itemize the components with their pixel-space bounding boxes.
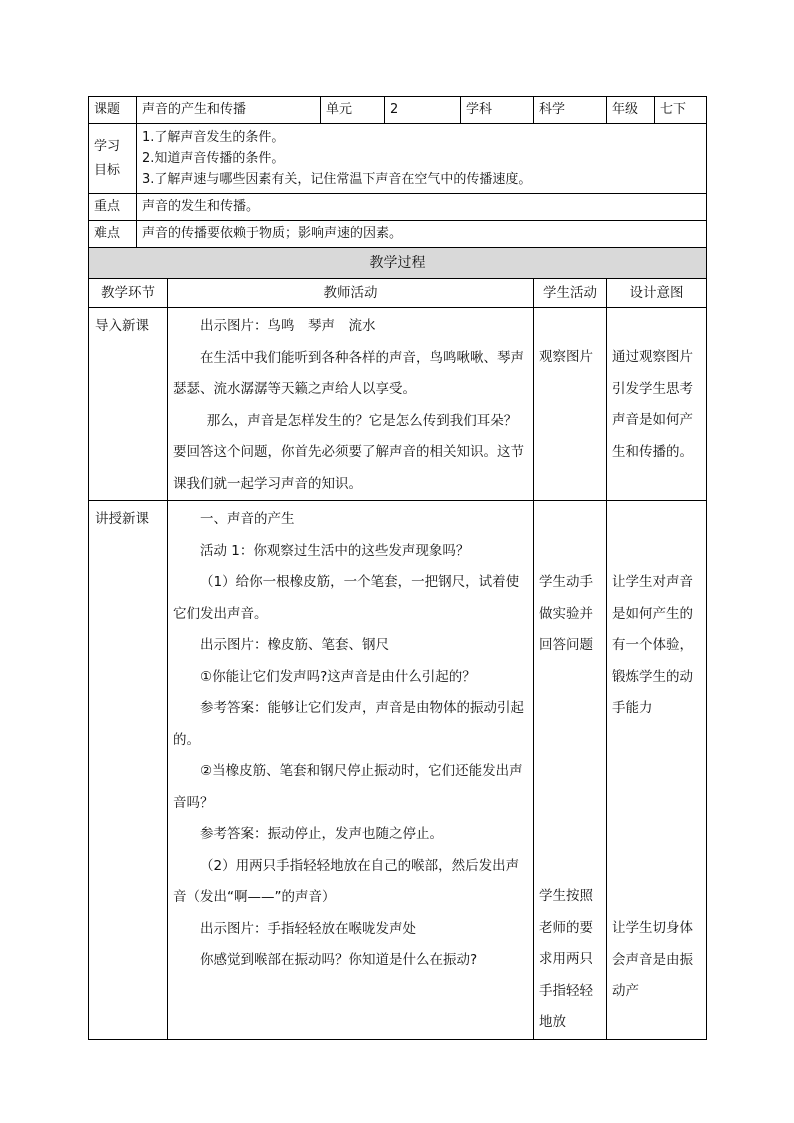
header-row (89, 97, 707, 124)
intro-teacher-activity (168, 308, 534, 501)
goals-label-line2: 目标 (94, 162, 121, 178)
goals-label-line1: 学习 (94, 138, 121, 154)
intro-student-activity: 观察图片 (534, 308, 607, 501)
col-head-teacher: 教师活动 (168, 279, 534, 308)
lesson-plan-table (88, 96, 707, 1040)
subject-value: 科学 (534, 97, 607, 124)
key-point-value: 声音的发生和传播。 (137, 194, 707, 221)
col-head-section: 教学环节 (89, 279, 168, 308)
lecture-teacher-paragraph: 一、声音的产生 (200, 511, 295, 527)
goal-item: 3.了解声速与哪些因素有关，记住常温下声音在空气中的传播速度。 (142, 172, 532, 187)
process-title: 教学过程 (89, 248, 707, 279)
lecture-student-activity: 学生动手做实验并回答问题 学生按照老师的要求用两只手指轻轻地放 (534, 501, 607, 1040)
topic-value: 声音的产生和传播 (137, 97, 321, 124)
lecture-section: 讲授新课 (89, 501, 168, 1040)
lecture-teacher-paragraph: ②当橡皮筋、笔套和钢尺停止振动时，它们还能发出声音吗？ (173, 763, 523, 811)
goals-list (137, 124, 707, 194)
key-point-label: 重点 (89, 194, 137, 221)
lecture-teacher-paragraph: 参考答案：能够让它们发声，声音是由物体的振动引起的。 (173, 700, 524, 748)
intro-teacher-paragraph: 在生活中我们能听到各种各样的声音，鸟鸣啾啾、琴声瑟瑟、流水潺潺等天籁之声给人以享受。 (173, 349, 524, 397)
lecture-teacher-paragraph: （1）给你一根橡皮筋，一个笔套，一把钢尺，试着使它们发出声音。 (173, 574, 520, 622)
goal-item: 1.了解声音发生的条件。 (142, 130, 285, 145)
subject-label: 学科 (461, 97, 534, 124)
process-column-headers (89, 279, 707, 308)
col-head-student: 学生活动 (534, 279, 607, 308)
unit-value: 2 (385, 97, 461, 124)
difficulty-label: 难点 (89, 221, 137, 248)
lecture-teacher-activity (168, 501, 534, 1040)
topic-label: 课题 (89, 97, 137, 124)
key-point-row (89, 194, 707, 221)
difficulty-row (89, 221, 707, 248)
intro-teacher-paragraph: 那么，声音是怎样发生的？它是怎么传到我们耳朵？要回答这个问题，你首先必须要了解声音的相关知识。这节课我们就一起学习声音的知识。 (173, 412, 524, 492)
intro-row (89, 308, 707, 501)
lecture-teacher-paragraph: 你感觉到喉部在振动吗？你知道是什么在振动? (200, 952, 478, 968)
goals-label (89, 124, 137, 194)
lecture-teacher-paragraph: ①你能让它们发声吗?这声音是由什么引起的？ (200, 668, 476, 685)
col-head-intent: 设计意图 (607, 279, 707, 308)
intro-teacher-paragraph: 出示图片：鸟鸣 琴声 流水 (200, 318, 376, 334)
process-band-row (89, 248, 707, 279)
lecture-design-intent: 让学生对声音是如何产生的有一个体验，锻炼学生的动手能力 让学生切身体会声音是由振动产 (607, 501, 707, 1040)
lecture-teacher-paragraph: 出示图片：手指轻轻放在喉咙发声处 (200, 920, 416, 937)
intro-design-intent: 通过观察图片引发学生思考声音是如何产生和传播的。 (607, 308, 707, 501)
grade-value: 七下 (655, 97, 707, 124)
goals-row (89, 124, 707, 194)
lecture-teacher-paragraph: 活动 1：你观察过生活中的这些发声现象吗？ (200, 542, 470, 559)
difficulty-value: 声音的传播要依赖于物质；影响声速的因素。 (137, 221, 707, 248)
intro-section: 导入新课 (89, 308, 168, 501)
unit-label: 单元 (321, 97, 385, 124)
goal-item: 2.知道声音传播的条件。 (142, 151, 285, 166)
lecture-row (89, 501, 707, 1040)
lesson-plan-table-wrapper (88, 96, 706, 1040)
lecture-teacher-paragraph: 参考答案：振动停止，发声也随之停止。 (200, 826, 443, 842)
lecture-teacher-paragraph: 出示图片：橡皮筋、笔套、钢尺 (200, 637, 389, 653)
lecture-teacher-paragraph: （2）用两只手指轻轻地放在自己的喉部，然后发出声音（发出“啊——”的声音） (173, 857, 520, 905)
grade-label: 年级 (607, 97, 655, 124)
